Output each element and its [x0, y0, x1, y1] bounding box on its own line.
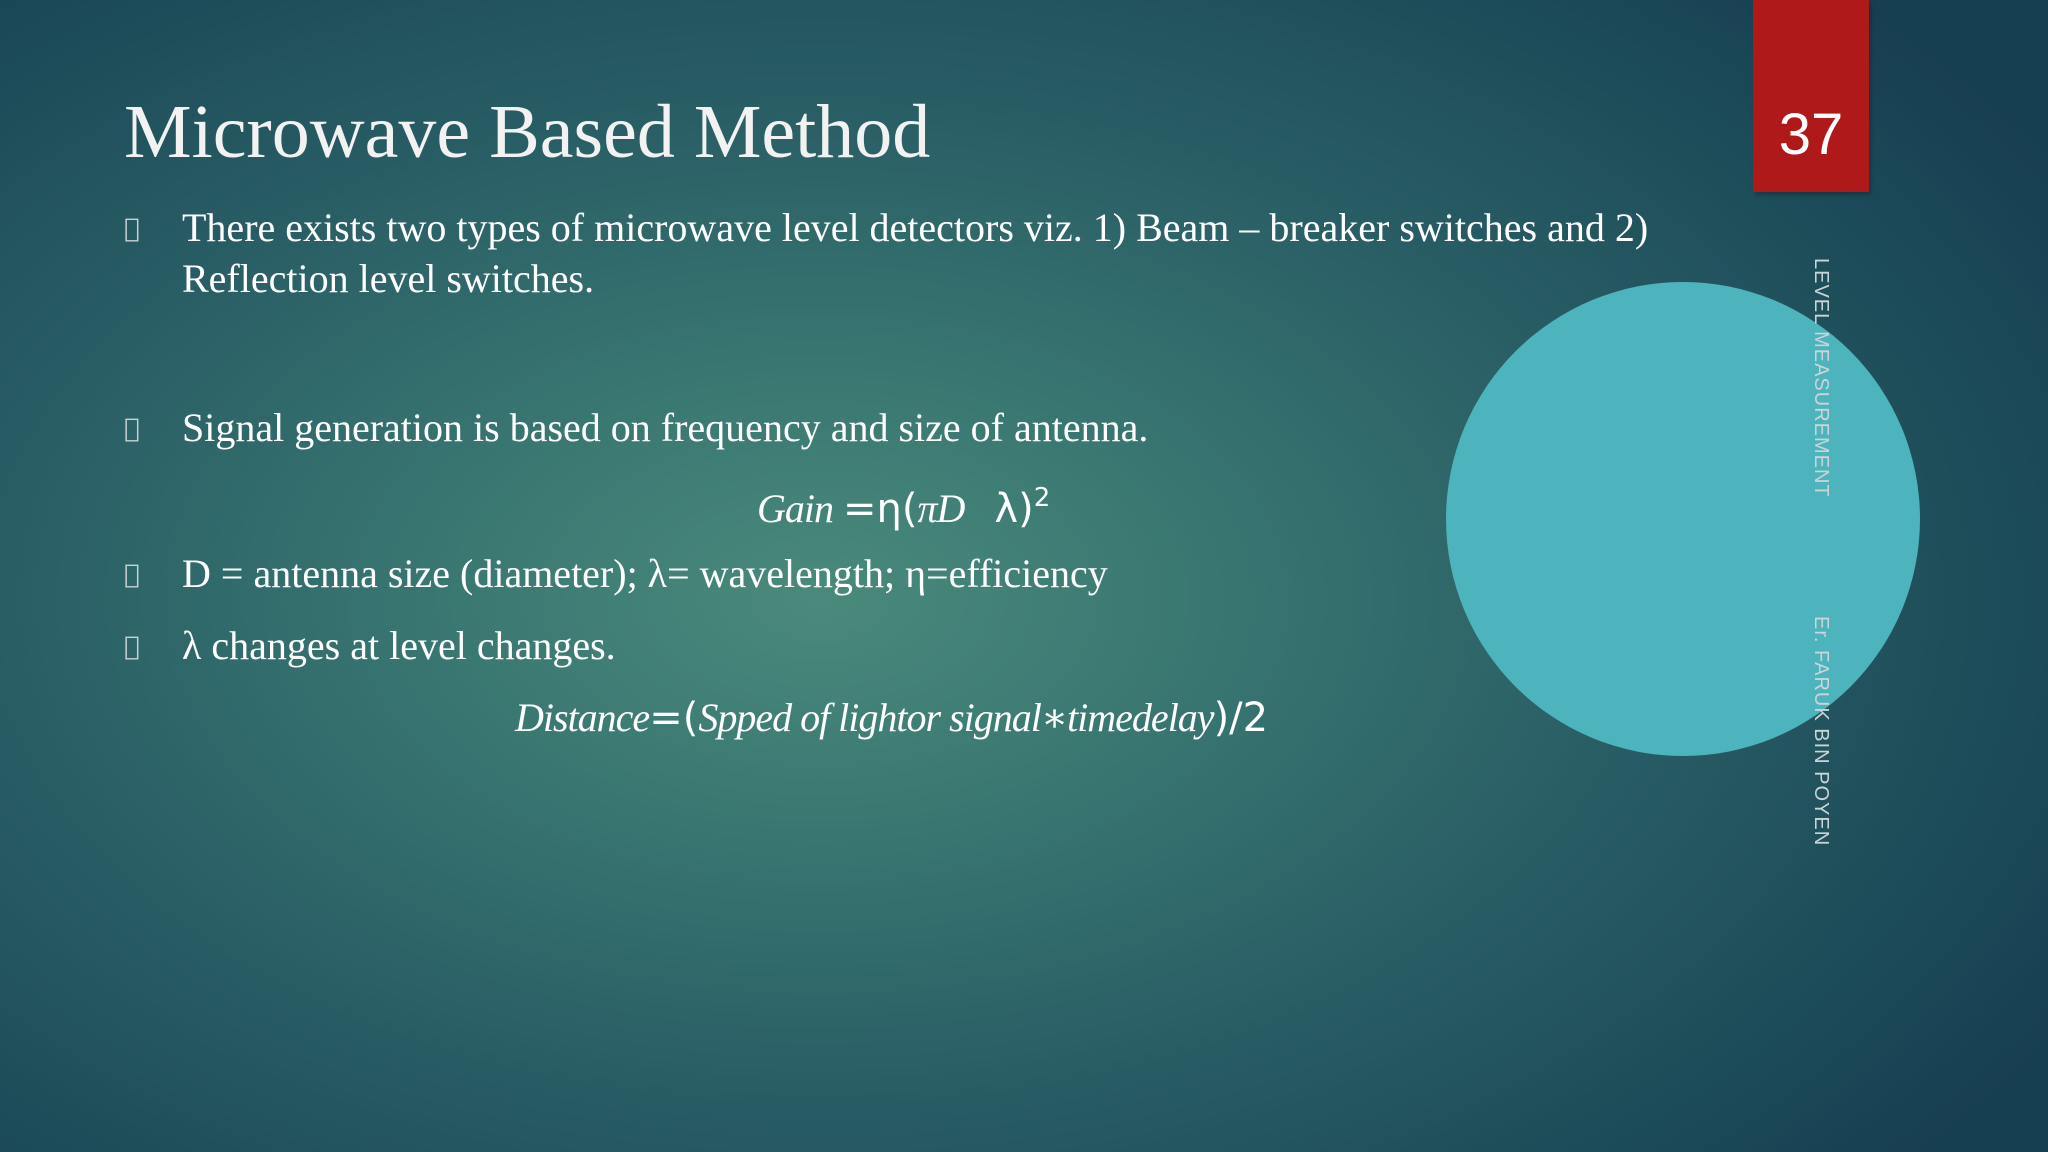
bullet-marker — [124, 214, 152, 244]
bullet-text: There exists two types of microwave level detectors viz. 1) Beam – breaker switches and 2) Reflection level switches. — [182, 205, 1649, 301]
distance-formula-close: )/2 — [1213, 695, 1269, 741]
distance-formula-open-paren: ( — [682, 695, 699, 741]
gain-formula — [757, 474, 1050, 533]
bullet-marker — [124, 560, 152, 590]
bullet-marker — [124, 414, 152, 444]
bullet-text: D = antenna size (diameter); λ= wavelength; η=efficiency — [182, 551, 1108, 596]
page-number: 37 — [1778, 102, 1844, 167]
decorative-circle — [1446, 282, 1920, 756]
distance-formula — [515, 694, 1268, 742]
page-number-badge — [1753, 0, 1869, 192]
side-label-author: Er. FARUK BIN POYEN — [1810, 616, 1832, 847]
bullet-text: λ changes at level changes. — [182, 623, 616, 668]
gain-formula-eta: η( — [876, 486, 918, 532]
bullet-text: Signal generation is based on frequency and size of antenna. — [182, 405, 1149, 450]
gain-formula-lambda: λ) — [994, 486, 1034, 532]
side-label-topic: LEVEL MEASUREMENT — [1810, 258, 1832, 498]
slide-title: Microwave Based Method — [124, 90, 931, 174]
gain-formula-equals: = — [843, 486, 877, 532]
gain-formula-lhs: Gain — [757, 486, 833, 531]
distance-formula-equals: = — [649, 695, 683, 741]
distance-formula-lhs: Distance — [515, 695, 650, 740]
distance-formula-body: Spped of lightor signal∗timedelay — [698, 695, 1214, 740]
gain-formula-pi-d: πD — [917, 486, 965, 531]
bullet-marker — [124, 632, 152, 662]
gain-formula-exponent: 2 — [1033, 483, 1051, 513]
